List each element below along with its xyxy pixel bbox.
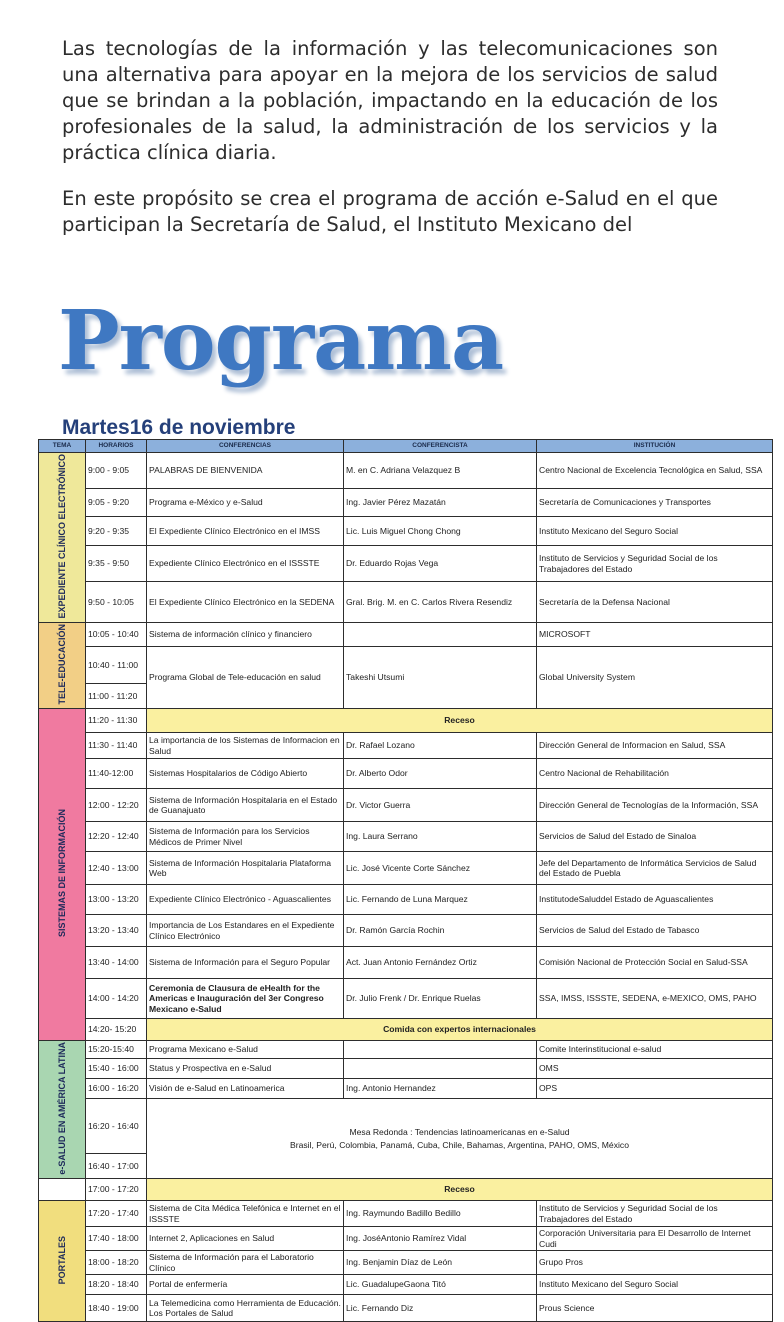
conference-cell: Status y Prospectiva en e-Salud [147,1059,344,1079]
speaker-cell: Ing. Antonio Hernandez [344,1079,537,1099]
table-row [39,1227,773,1251]
header-conferencista: CONFERENCISTA [344,440,537,453]
table-row [39,623,773,647]
table-row [39,1079,773,1099]
institution-cell: Dirección General de Tecnologías de la Información, SSA [537,789,773,822]
institution-cell: Comisión Nacional de Protección Social en Salud-SSA [537,947,773,979]
time-cell: 13:00 - 13:20 [86,885,147,915]
time-cell: 18:00 - 18:20 [86,1251,147,1275]
institution-cell: Global University System [537,647,773,709]
time-cell: 16:40 - 17:00 [86,1154,147,1179]
conference-cell: Sistema de Información para el Seguro Popular [147,947,344,979]
time-cell: 16:00 - 16:20 [86,1079,147,1099]
time-cell: 12:20 - 12:40 [86,822,147,852]
header-institucion: INSTITUCIÓN [537,440,773,453]
conference-cell: El Expediente Clínico Electrónico en el IMSS [147,517,344,546]
institution-cell: Secretaría de la Defensa Nacional [537,581,773,622]
conference-cell: Sistema de Información Hospitalaria Plataforma Web [147,852,344,885]
conference-cell: Sistema de Información Hospitalaria en el Estado de Guanajuato [147,789,344,822]
speaker-cell: Dr. Alberto Odor [344,759,537,789]
table-row [39,647,773,684]
speaker-cell: Ing. JoséAntonio Ramírez Vidal [344,1227,537,1251]
time-cell: 9:50 - 10:05 [86,581,147,622]
conference-cell: Sistema de información clínico y financiero [147,623,344,647]
conference-cell: Programa Mexicano e-Salud [147,1041,344,1059]
table-row [39,947,773,979]
time-cell: 12:00 - 12:20 [86,789,147,822]
institution-cell: Instituto de Servicios y Seguridad Social de los Trabajadores del Estado [537,1201,773,1227]
table-row [39,789,773,822]
table-row [39,979,773,1019]
institution-cell: Centro Nacional de Rehabilitación [537,759,773,789]
program-title: Programa [58,293,504,389]
time-cell: 12:40 - 13:00 [86,852,147,885]
table-row [39,1251,773,1275]
institution-cell: OMS [537,1059,773,1079]
institution-cell: Comite Interinstitucional e-salud [537,1041,773,1059]
institution-cell: MICROSOFT [537,623,773,647]
institution-cell: Prous Science [537,1295,773,1322]
conference-cell: PALABRAS DE BIENVENIDA [147,453,344,489]
round-table-title: Mesa Redonda : Tendencias latinoamericanas en e-Salud [349,1126,570,1137]
tema-label: PORTALES [56,1235,67,1285]
time-cell: 11:00 - 11:20 [86,684,147,709]
tema-label: e-SALUD EN AMÉRICA LATINA [56,1042,67,1175]
table-row [39,915,773,947]
tema-expediente [39,453,86,623]
institution-cell: Jefe del Departamento de Informática Servicios de Salud del Estado de Puebla [537,852,773,885]
time-cell: 9:00 - 9:05 [86,453,147,489]
conference-cell: Programa e-México y e-Salud [147,488,344,517]
time-cell: 15:40 - 16:00 [86,1059,147,1079]
tema-portales [39,1201,86,1322]
speaker-cell: Takeshi Utsumi [344,647,537,709]
table-row [39,1179,773,1201]
conference-cell: Internet 2, Aplicaciones en Salud [147,1227,344,1251]
time-cell: 13:20 - 13:40 [86,915,147,947]
table-row [39,546,773,582]
time-cell: 15:20-15:40 [86,1041,147,1059]
time-cell: 11:40-12:00 [86,759,147,789]
tema-esalud [39,1041,86,1179]
speaker-cell [344,1041,537,1059]
tema-label: TELE-EDUCACIÓN [56,624,67,705]
conference-cell: Expediente Clínico Electrónico - Aguascalientes [147,885,344,915]
table-row [39,1041,773,1059]
header-tema: TEMA [39,440,86,453]
table-row [39,1059,773,1079]
tema-tele-educacion [39,623,86,709]
time-cell: 17:40 - 18:00 [86,1227,147,1251]
tema-label: EXPEDIENTE CLÍNICO ELECTRÓNICO [56,454,67,619]
table-row [39,852,773,885]
institution-cell: Corporación Universitaria para El Desarrollo de Internet Cudi [537,1227,773,1251]
speaker-cell: Lic. Fernando Diz [344,1295,537,1322]
time-cell: 17:20 - 17:40 [86,1201,147,1227]
time-cell: 9:20 - 9:35 [86,517,147,546]
time-cell: 18:40 - 19:00 [86,1295,147,1322]
speaker-cell: Dr. Julio Frenk / Dr. Enrique Ruelas [344,979,537,1019]
conference-cell: Portal de enfermería [147,1275,344,1295]
institution-cell: OPS [537,1079,773,1099]
receso-band: Receso [147,1179,773,1201]
table-row [39,1295,773,1322]
intro-paragraph-1: Las tecnologías de la información y las telecomunicaciones son una alternativa para apoyar en la mejora de los servicios de salud que se brindan a la población, impactando en la educación de los profesionales de la salud, la administración de los servicios y la práctica clínica diaria. [62,37,718,164]
speaker-cell: Dr. Eduardo Rojas Vega [344,546,537,582]
speaker-cell [344,623,537,647]
conference-cell: La importancia de los Sistemas de Informacion en Salud [147,733,344,759]
conference-cell: Sistemas Hospitalarios de Código Abierto [147,759,344,789]
tema-label: SISTEMAS DE INFORMACIÓN [56,809,67,938]
table-row [39,581,773,622]
speaker-cell: Dr. Rafael Lozano [344,733,537,759]
conference-cell: Sistema de Información para los Servicios Médicos de Primer Nivel [147,822,344,852]
speaker-cell: M. en C. Adriana Velazquez B [344,453,537,489]
table-header-row [39,440,773,453]
conference-cell: Sistema de Información para el Laboratorio Clínico [147,1251,344,1275]
time-cell: 17:00 - 17:20 [86,1179,147,1201]
institution-cell: Centro Nacional de Excelencia Tecnológica en Salud, SSA [537,453,773,489]
institution-cell: Secretaría de Comunicaciones y Transportes [537,488,773,517]
time-cell: 18:20 - 18:40 [86,1275,147,1295]
receso-band: Receso [147,709,773,733]
table-row [39,488,773,517]
institution-cell: InstitutodeSaluddel Estado de Aguascalientes [537,885,773,915]
speaker-cell [344,1059,537,1079]
speaker-cell: Act. Juan Antonio Fernández Ortiz [344,947,537,979]
time-cell: 11:30 - 11:40 [86,733,147,759]
conference-cell: El Expediente Clínico Electrónico en la SEDENA [147,581,344,622]
speaker-cell: Dr. Victor Guerra [344,789,537,822]
table-row [39,885,773,915]
speaker-cell: Gral. Brig. M. en C. Carlos Rivera Resendiz [344,581,537,622]
institution-cell: Servicios de Salud del Estado de Sinaloa [537,822,773,852]
table-row [39,822,773,852]
institution-cell: Instituto de Servicios y Seguridad Social de los Trabajadores del Estado [537,546,773,582]
conference-cell: Ceremonia de Clausura de eHealth for the Americas e Inauguración del 3er Congreso Mexicano e-Salud [147,979,344,1019]
header-horarios: HORARIOS [86,440,147,453]
conference-cell: Importancia de Los Estandares en el Expediente Clínico Electrónico [147,915,344,947]
conference-cell: La Telemedicina como Herramienta de Educación. Los Portales de Salud [147,1295,344,1322]
time-cell: 10:40 - 11:00 [86,647,147,684]
speaker-cell: Lic. GuadalupeGaona Titó [344,1275,537,1295]
institution-cell: Servicios de Salud del Estado de Tabasco [537,915,773,947]
intro-paragraph-2: En este propósito se crea el programa de acción e-Salud en el que participan la Secretaría de Salud, el Instituto Mexicano del [62,187,718,236]
header-conferencias: CONFERENCIAS [147,440,344,453]
speaker-cell: Ing. Benjamin Díaz de León [344,1251,537,1275]
time-cell: 14:20- 15:20 [86,1019,147,1041]
table-row [39,453,773,489]
table-row [39,759,773,789]
round-table-countries: Brasil, Perú, Colombia, Panamá, Cuba, Chile, Bahamas, Argentina, PAHO, OMS, México [290,1139,629,1150]
empty-tema-cell [39,1179,86,1201]
round-table-cell [147,1099,773,1179]
lunch-band: Comida con expertos internacionales [147,1019,773,1041]
table-row [39,1099,773,1154]
conference-cell: Sistema de Cita Médica Telefónica e Internet en el ISSSTE [147,1201,344,1227]
program-date: Martes16 de noviembre [62,416,296,439]
time-cell: 16:20 - 16:40 [86,1099,147,1154]
speaker-cell: Lic. Fernando de Luna Marquez [344,885,537,915]
institution-cell: Instituto Mexicano del Seguro Social [537,1275,773,1295]
table-row [39,517,773,546]
time-cell: 13:40 - 14:00 [86,947,147,979]
intro-text [62,36,718,258]
conference-cell: Programa Global de Tele-educación en salud [147,647,344,709]
conference-cell: Visión de e-Salud en Latinoamerica [147,1079,344,1099]
time-cell: 14:00 - 14:20 [86,979,147,1019]
institution-cell: Grupo Pros [537,1251,773,1275]
conference-cell: Expediente Clínico Electrónico en el ISSSTE [147,546,344,582]
tema-sistemas [39,709,86,1041]
table-row [39,733,773,759]
speaker-cell: Ing. Raymundo Badillo Bedillo [344,1201,537,1227]
speaker-cell: Ing. Javier Pérez Mazatán [344,488,537,517]
table-row [39,1275,773,1295]
schedule-table [38,439,773,1322]
speaker-cell: Dr. Ramón García Rochin [344,915,537,947]
speaker-cell: Ing. Laura Serrano [344,822,537,852]
time-cell: 10:05 - 10:40 [86,623,147,647]
time-cell: 11:20 - 11:30 [86,709,147,733]
speaker-cell: Lic. Luis Miguel Chong Chong [344,517,537,546]
time-cell: 9:05 - 9:20 [86,488,147,517]
speaker-cell: Lic. José Vicente Corte Sánchez [344,852,537,885]
time-cell: 9:35 - 9:50 [86,546,147,582]
table-row [39,1019,773,1041]
table-row [39,709,773,733]
table-row [39,1201,773,1227]
institution-cell: SSA, IMSS, ISSSTE, SEDENA, e-MEXICO, OMS, PAHO [537,979,773,1019]
institution-cell: Instituto Mexicano del Seguro Social [537,517,773,546]
institution-cell: Dirección General de Informacion en Salud, SSA [537,733,773,759]
